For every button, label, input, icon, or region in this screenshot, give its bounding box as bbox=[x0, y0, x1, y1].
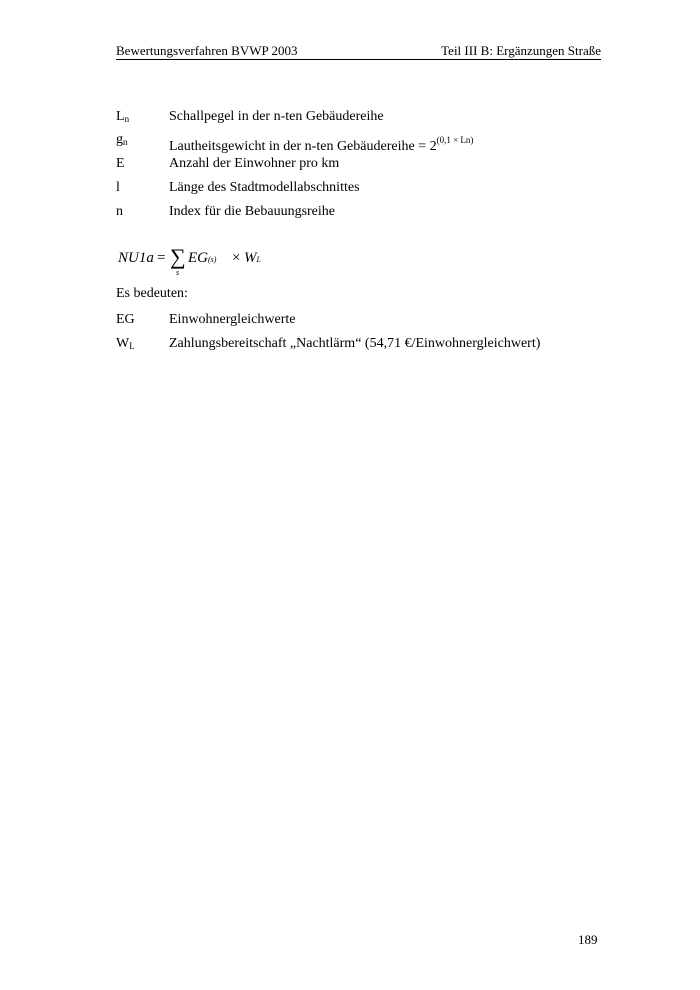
header-left-title: Bewertungsverfahren BVWP 2003 bbox=[116, 43, 298, 58]
definition-text: Anzahl der Einwohner pro km bbox=[169, 156, 340, 171]
page-header bbox=[116, 43, 601, 60]
formula-equals: = bbox=[157, 250, 166, 266]
sum-symbol: ∑ bbox=[170, 244, 186, 269]
definition-text: Länge des Stadtmodellabschnittes bbox=[169, 180, 360, 195]
page-number: 189 bbox=[578, 932, 598, 947]
sum-index: s bbox=[176, 268, 180, 277]
legend-symbol: $W_L$ bbox=[116, 336, 135, 351]
definition-symbol: $L_n$ bbox=[116, 109, 130, 124]
definition-symbol: n bbox=[116, 204, 123, 219]
legend-text: Zahlungsbereitschaft „Nachtlärm“ (54,71 €/Einwohnergleichwert) bbox=[169, 336, 541, 351]
formula-lhs: NU1a bbox=[118, 250, 154, 266]
definition-symbol: E bbox=[116, 156, 125, 171]
formula-times: × bbox=[232, 250, 241, 266]
definition-text: Index für die Bebauungsreihe bbox=[169, 204, 335, 219]
formula-factor: WL bbox=[244, 250, 261, 266]
definition-symbol: $g_n$ bbox=[116, 132, 128, 147]
formula-term: EG(s) bbox=[188, 250, 217, 266]
legend-symbol: EG bbox=[116, 312, 135, 327]
exponent: (0,1 × Ln) bbox=[436, 135, 474, 145]
legend-text: Einwohnergleichwerte bbox=[169, 312, 296, 327]
definition-symbol: l bbox=[116, 180, 120, 195]
definition-text: Lautheitsgewicht in der n-ten Gebäudereihe = $2^{(0,1 \times Ln)}$ bbox=[169, 135, 474, 154]
intro-text: Es bedeuten: bbox=[116, 286, 188, 301]
definition-text: Schallpegel in der n-ten Gebäudereihe bbox=[169, 109, 384, 124]
header-right-title: Teil III B: Ergänzungen Straße bbox=[441, 43, 601, 58]
